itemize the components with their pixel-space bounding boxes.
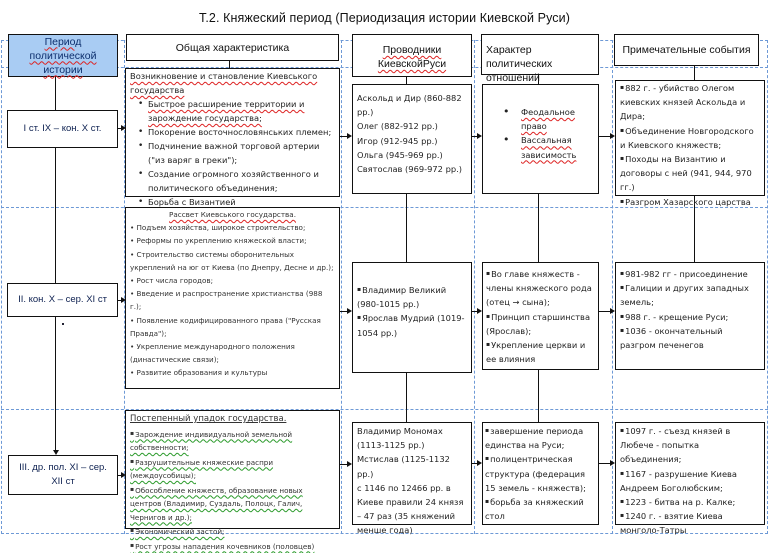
event-item: ▪ Галиции и других западных земель; [620, 281, 760, 309]
general-item: • Покорение восточнословянських племен; [148, 125, 335, 139]
politics-item: ▪ борьба за княжеский стол [485, 495, 596, 523]
header-period[interactable] [8, 34, 118, 77]
politics-box-3[interactable] [482, 422, 599, 525]
event-item: ▪ 988 г. - крещение Руси; [620, 310, 760, 324]
politics-item: ▪ Во главе княжеств - члены княжеского рода (отец → сына); [486, 267, 596, 310]
event-item: ▪ Объединение Новгородского и Киевского княжеств; [620, 124, 760, 152]
general-item: ▪ Разрушительные княжеские распри (междоусобицы); [130, 455, 335, 483]
general-item: • Появление кодифицированного права ("Русская Правда"); [130, 314, 335, 340]
ruler-item: Владимир Мономах (1113-1125 рр.) [357, 424, 467, 452]
general-box-3[interactable] [125, 410, 340, 529]
general-item: • Реформы по укреплению княжеской власти; [130, 234, 335, 247]
header-general[interactable] [126, 34, 339, 61]
header-period-label: Период политической истории [13, 35, 113, 77]
events-box-2[interactable] [615, 262, 765, 370]
header-politics[interactable] [481, 34, 599, 75]
rulers-box-3[interactable] [352, 422, 472, 525]
connector-line [406, 194, 407, 262]
general-item: ▪ Экономический застой; [130, 524, 335, 539]
connector-line [538, 194, 539, 262]
header-politics-label: Характер политических отношений [486, 43, 594, 85]
events-box-3[interactable] [615, 422, 765, 525]
politics-item: ▪ Укрепление церкви и ее влияния [486, 338, 596, 366]
connector-line [55, 77, 56, 110]
general-item: • Быстрое расширение территории и зарождение государства; [148, 97, 335, 125]
general-heading: Рассвет Киевського государства. [130, 208, 335, 221]
politics-item: • Вассальная зависимость [521, 133, 596, 161]
general-item: • Подъем хозяйства, широкое строительство; [130, 221, 335, 234]
grid-line [474, 40, 475, 534]
rulers-box-1[interactable] [352, 84, 472, 194]
header-events-label: Примечательные события [622, 43, 750, 57]
general-heading: Постепенный упадок государства. [130, 413, 335, 427]
grid-line [341, 40, 342, 534]
ruler-item: Аскольд и Дир (860-882 рр.) [357, 91, 467, 119]
connector-line [406, 373, 407, 422]
period-label: II. кон. X – сер. XI ст [18, 293, 107, 307]
politics-box-2[interactable] [482, 262, 599, 370]
general-item: • Борьба с Византией [148, 195, 335, 209]
period-label: I ст. IX – кон. X ст. [24, 122, 102, 136]
general-item: • Укрепление международного положения (династические связи); [130, 340, 335, 366]
general-item: ▪ Обособление княжеств, образование новых центров (Владимир, Суздаль, Полоцк, Галич, Чернигов и др.); [130, 483, 335, 525]
general-item: • Развитие образования и культуры [130, 366, 335, 379]
connector-line [694, 66, 695, 80]
grid-line [1, 409, 768, 410]
ruler-item: Олег (882-912 рр.) [357, 119, 467, 133]
event-item: ▪ 1240 г. - взятие Киева монголо-Татры [620, 509, 760, 537]
period-box-1[interactable] [7, 110, 118, 148]
event-item: ▪ 981-982 гг - присоединение [620, 267, 760, 281]
general-item: ▪ Рост угрозы нападения кочевников (половцев) [130, 539, 335, 553]
stray-dot [62, 323, 64, 325]
politics-item: ▪ Принцип старшинства (Ярослав); [486, 310, 596, 338]
ruler-item: Мстислав (1125-1132 рр.) [357, 452, 467, 480]
period-box-2[interactable] [7, 283, 118, 317]
politics-box-1[interactable] [482, 84, 599, 194]
event-item: ▪ Походы на Византию и договоры с ней (941, 944, 970 гг.) [620, 152, 760, 195]
event-item: ▪ Разгром Хазарского царства [620, 195, 760, 209]
period-label: III. др. пол. XI – сер. XII ст [13, 461, 113, 489]
ruler-item: Святослав (969-972 рр.) [357, 162, 467, 176]
header-general-label: Общая характеристика [176, 41, 289, 55]
ruler-item: Ольга (945-969 рр.) [357, 148, 467, 162]
politics-item: ▪ завершение периода единства на Руси; [485, 424, 596, 452]
general-item: • Введение и распространение христианства (988 г.); [130, 287, 335, 313]
period-box-3[interactable] [8, 455, 118, 495]
general-item: • Создание огромного хозяйственного и политического объединения; [148, 167, 335, 195]
connector-line [55, 148, 56, 283]
header-rulers-label: Проводники КиевскойРуси [357, 43, 467, 71]
event-item: ▪ 1167 - разрушение Киева Андреем Боголюбским; [620, 467, 760, 495]
connector-line [55, 317, 56, 450]
connector-line [406, 77, 407, 84]
rulers-box-2[interactable] [352, 262, 472, 373]
event-item: ▪ 1223 - битва на р. Калке; [620, 495, 760, 509]
politics-item: ▪ полицентрическая структура (федерация 15 земель - княжеств); [485, 452, 596, 495]
events-box-1[interactable] [615, 80, 765, 196]
general-item: • Рост числа городов; [130, 274, 335, 287]
ruler-item: Игор (912-945 рр.) [357, 134, 467, 148]
general-item: • Подчинение важной торговой артерии ("из варяг в греки"); [148, 139, 335, 167]
header-rulers[interactable] [352, 34, 472, 77]
grid-line [1, 40, 2, 534]
general-heading: Возникновение и становление Киевського государства [130, 69, 335, 97]
general-item: • Строительство системы оборонительных укреплений на юг от Киева (по Днепру, Десне и др.); [130, 248, 335, 274]
general-box-1[interactable] [125, 68, 340, 197]
header-events[interactable] [614, 34, 759, 66]
general-box-2[interactable] [125, 207, 340, 389]
grid-line [767, 40, 768, 534]
event-item: ▪ 882 г. - убийство Олегом киевских князей Аскольда и Дира; [620, 81, 760, 124]
event-item: ▪ 1036 - окончательный разгром печенегов [620, 324, 760, 352]
general-item: ▪ Зарождение индивидуальной земельной собственности; [130, 427, 335, 455]
ruler-item: ▪ Владимир Великий (980-1015 рр.) [357, 283, 467, 311]
politics-item: • Феодальное право [521, 105, 596, 133]
event-item: ▪ 1097 г. - съезд князей в Любече - попытка объединения; [620, 424, 760, 467]
ruler-item: с 1146 по 12466 рр. в Киеве правили 24 князя – 47 раз (35 княжений менше года) [357, 481, 467, 538]
ruler-item: ▪ Ярослав Мудрий (1019-1054 рр.) [357, 311, 467, 339]
page-title: Т.2. Княжеский период (Периодизация истории Киевской Руси) [0, 11, 769, 25]
connector-line [538, 370, 539, 422]
